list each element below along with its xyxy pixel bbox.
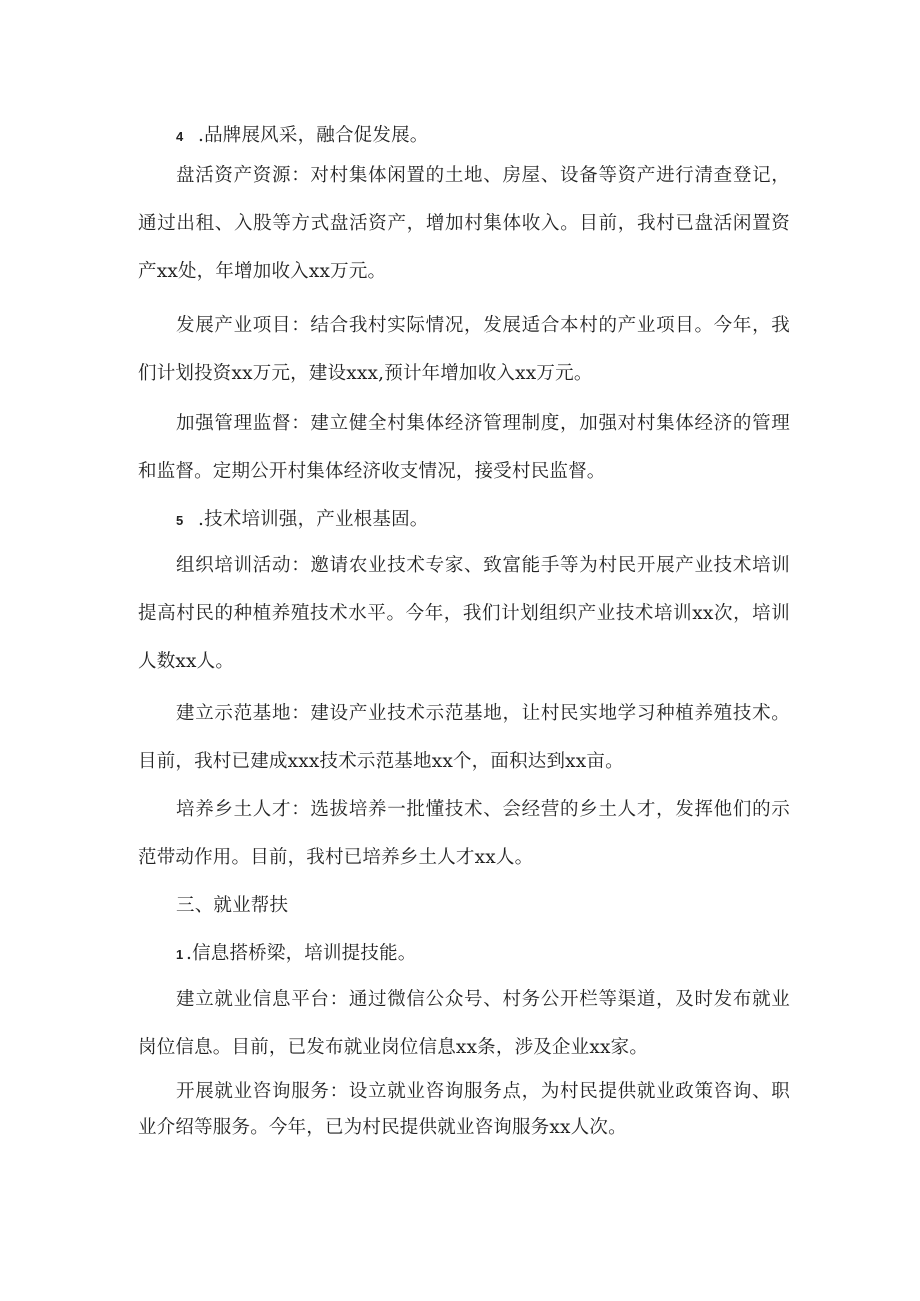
paragraph-local-talent: 培养乡土人才：选拔培养一批懂技术、会经营的乡土人才，发挥他们的示范带动作用。目前，我村已培养乡土人才xx人。 xyxy=(138,799,790,868)
heading-1 xyxy=(138,940,836,969)
paragraph-training-activities: 组织培训活动：邀请农业技术专家、致富能手等为村民开展产业技术培训提高村民的种植养殖技术水平。今年，我们计划组织产业技术培训xx次，培训人数xx人。 xyxy=(138,555,790,672)
paragraph-employment-consulting: 开展就业咨询服务：设立就业咨询服务点，为村民提供就业政策咨询、职业介绍等服务。今年，已为村民提供就业咨询服务xx人次。 xyxy=(138,1081,790,1138)
heading-number: 4 xyxy=(176,129,184,144)
paragraph-demo-base: 建立示范基地：建设产业技术示范基地，让村民实地学习种植养殖技术。目前，我村已建成xxx技术示范基地xx个，面积达到xx亩。 xyxy=(138,703,790,772)
heading-text: .品牌展风采，融合促发展。 xyxy=(198,125,429,146)
paragraph-industry-projects: 发展产业项目：结合我村实际情况，发展适合本村的产业项目。今年，我们计划投资xx万元，建设xxx,预计年增加收入xx万元。 xyxy=(138,315,790,384)
paragraph-employment-platform: 建立就业信息平台：通过微信公众号、村务公开栏等渠道，及时发布就业岗位信息。目前，已发布就业岗位信息xx条，涉及企业xx家。 xyxy=(138,989,790,1058)
paragraph-management-supervision: 加强管理监督：建立健全村集体经济管理制度，加强对村集体经济的管理和监督。定期公开村集体经济收支情况，接受村民监督。 xyxy=(138,413,790,482)
section-heading: 三、就业帮扶 xyxy=(176,895,289,916)
heading-text: .技术培训强，产业根基固。 xyxy=(198,509,429,530)
heading-5 xyxy=(138,506,836,535)
heading-number: 1 xyxy=(176,947,184,962)
heading-number: 5 xyxy=(176,513,184,528)
heading-text: .信息搭桥梁，培训提技能。 xyxy=(186,943,417,964)
heading-4 xyxy=(138,122,836,151)
paragraph-asset-revitalization: 盘活资产资源：对村集体闲置的土地、房屋、设备等资产进行清查登记，通过出租、入股等方式盘活资产，增加村集体收入。目前，我村已盘活闲置资产xx处，年增加收入xx万元。 xyxy=(138,165,790,282)
